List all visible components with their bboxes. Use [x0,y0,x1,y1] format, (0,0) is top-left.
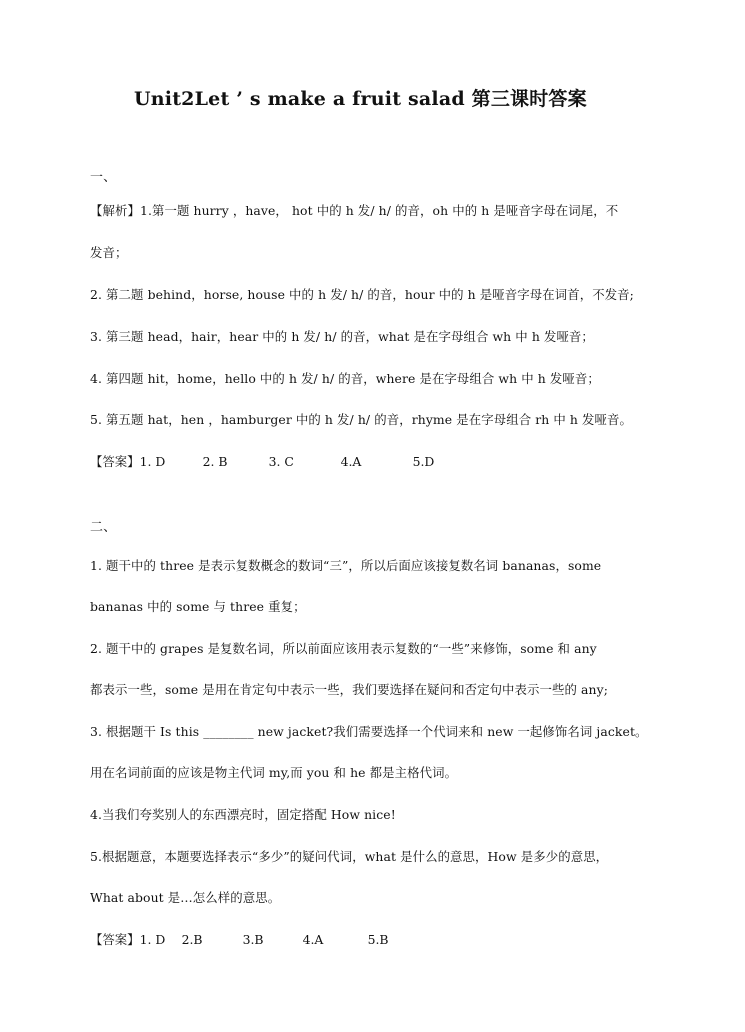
answer-item: 3.B [242,932,264,947]
section-1-line: 【解析】1.第一题 hurry ，have， hot 中的 h 发/ h/ 的音，oh 中的 h 是哑音字母在词尾，不 [90,203,619,218]
section-2-line: 1. 题干中的 three 是表示复数概念的数词“三”，所以后面应该接复数名词 bananas，some [90,558,602,573]
section-2-line: 5.根据题意，本题要选择表示“多少”的疑问代词，what 是什么的意思，How 是多少的意思， [90,849,609,864]
answer-item: 4.A [340,454,362,469]
section-2-line: 2. 题干中的 grapes 是复数名词，所以前面应该用表示复数的“一些”来修饰，some 和 any [90,641,597,656]
answer-item: 2.B [181,932,203,947]
answer-label: 【答案】 [90,932,140,947]
answer-item: 3. C [268,454,294,469]
section-2-line: 都表示一些，some 是用在肯定句中表示一些，我们要选择在疑问和否定句中表示一些的 any; [90,682,608,697]
section-1-line: 发音； [90,245,128,260]
answer-item: 1. D [139,932,166,947]
section-2-line: What about 是…怎么样的意思。 [90,890,281,905]
section-2-line: 3. 根据题干 Is this ________ new jacket?我们需要选择一个代词来和 new 一起修饰名词 jacket。 [90,724,648,739]
answer-item: 1. D [139,454,166,469]
section-1-line: 2. 第二题 behind，horse, house 中的 h 发/ h/ 的音，hour 中的 h 是哑音字母在词首，不发音; [90,287,634,302]
page-title: Unit2Let ’ s make a fruit salad 第三课时答案 [134,88,587,110]
section-2-line: bananas 中的 some 与 three 重复； [90,599,306,614]
section-2-heading: 二、 [90,520,117,535]
section-1-answers [90,454,434,470]
section-2-answers [90,932,389,948]
section-1-line: 5. 第五题 hat，hen ，hamburger 中的 h 发/ h/ 的音，rhyme 是在字母组合 rh 中 h 发哑音。 [90,412,632,427]
answer-label: 【答案】 [90,454,140,469]
section-2-line: 4.当我们夸奖别人的东西漂亮时，固定搭配 How nice! [90,807,396,822]
section-1-heading: 一、 [90,170,117,185]
section-1-line: 3. 第三题 head，hair，hear 中的 h 发/ h/ 的音，what 是在字母组合 wh 中 h 发哑音； [90,329,594,344]
answer-item: 5.D [412,454,435,469]
answer-item: 4.A [302,932,324,947]
section-1-line: 4. 第四题 hit，home，hello 中的 h 发/ h/ 的音，where 是在字母组合 wh 中 h 发哑音； [90,371,600,386]
answer-item: 2. B [202,454,228,469]
section-2-line: 用在名词前面的应该是物主代词 my,而 you 和 he 都是主格代词。 [90,765,458,780]
answer-item: 5.B [367,932,389,947]
